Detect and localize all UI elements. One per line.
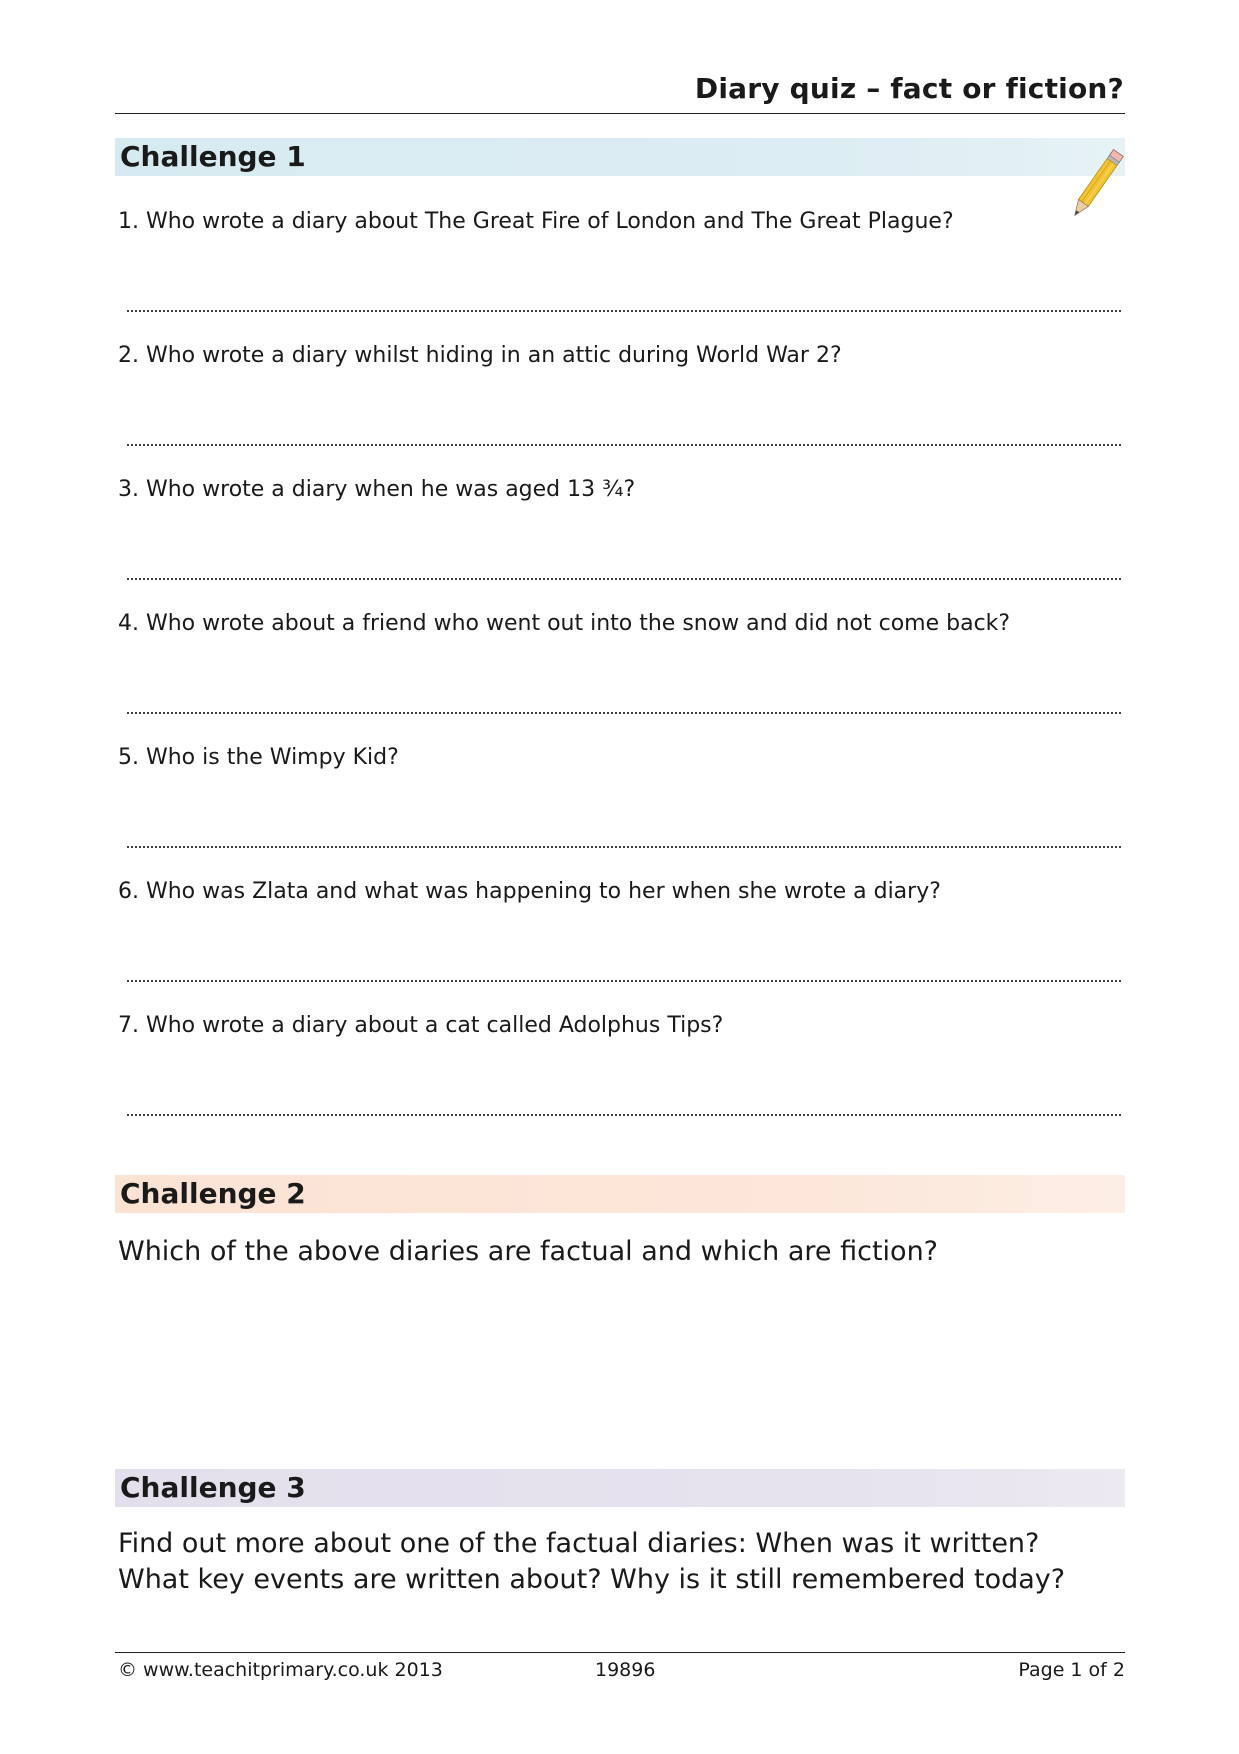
answer-line-2[interactable]	[127, 444, 1121, 446]
question-2: 2. Who wrote a diary whilst hiding in an attic during World War 2?	[118, 343, 842, 368]
challenge-2-heading: Challenge 2	[115, 1175, 1125, 1213]
question-3: 3. Who wrote a diary when he was aged 13 ¾?	[118, 477, 636, 502]
footer-copyright: © www.teachitprimary.co.uk 2013	[118, 1659, 443, 1681]
page-title: Diary quiz – fact or fiction?	[694, 72, 1124, 105]
footer-page-number: Page 1 of 2	[1018, 1659, 1125, 1681]
challenge-1-heading: Challenge 1	[115, 138, 1125, 176]
footer-rule	[115, 1652, 1125, 1653]
answer-line-1[interactable]	[127, 310, 1121, 312]
answer-line-6[interactable]	[127, 980, 1121, 982]
question-5: 5. Who is the Wimpy Kid?	[118, 745, 399, 770]
challenge-3-prompt: Find out more about one of the factual diaries: When was it written? What key events are written about? Why is it still remembered today?	[118, 1528, 1066, 1595]
answer-line-5[interactable]	[127, 846, 1121, 848]
answer-line-4[interactable]	[127, 712, 1121, 714]
question-6: 6. Who was Zlata and what was happening to her when she wrote a diary?	[118, 879, 941, 904]
pencil-icon	[1065, 142, 1127, 228]
footer-resource-id: 19896	[595, 1659, 656, 1681]
question-4: 4. Who wrote about a friend who went out into the snow and did not come back?	[118, 611, 1011, 636]
challenge-3-heading: Challenge 3	[115, 1469, 1125, 1507]
header-rule	[115, 113, 1125, 114]
question-1: 1. Who wrote a diary about The Great Fire of London and The Great Plague?	[118, 209, 954, 234]
answer-line-7[interactable]	[127, 1114, 1121, 1116]
challenge-2-prompt: Which of the above diaries are factual and which are fiction?	[118, 1236, 939, 1267]
question-7: 7. Who wrote a diary about a cat called Adolphus Tips?	[118, 1013, 724, 1038]
answer-line-3[interactable]	[127, 578, 1121, 580]
